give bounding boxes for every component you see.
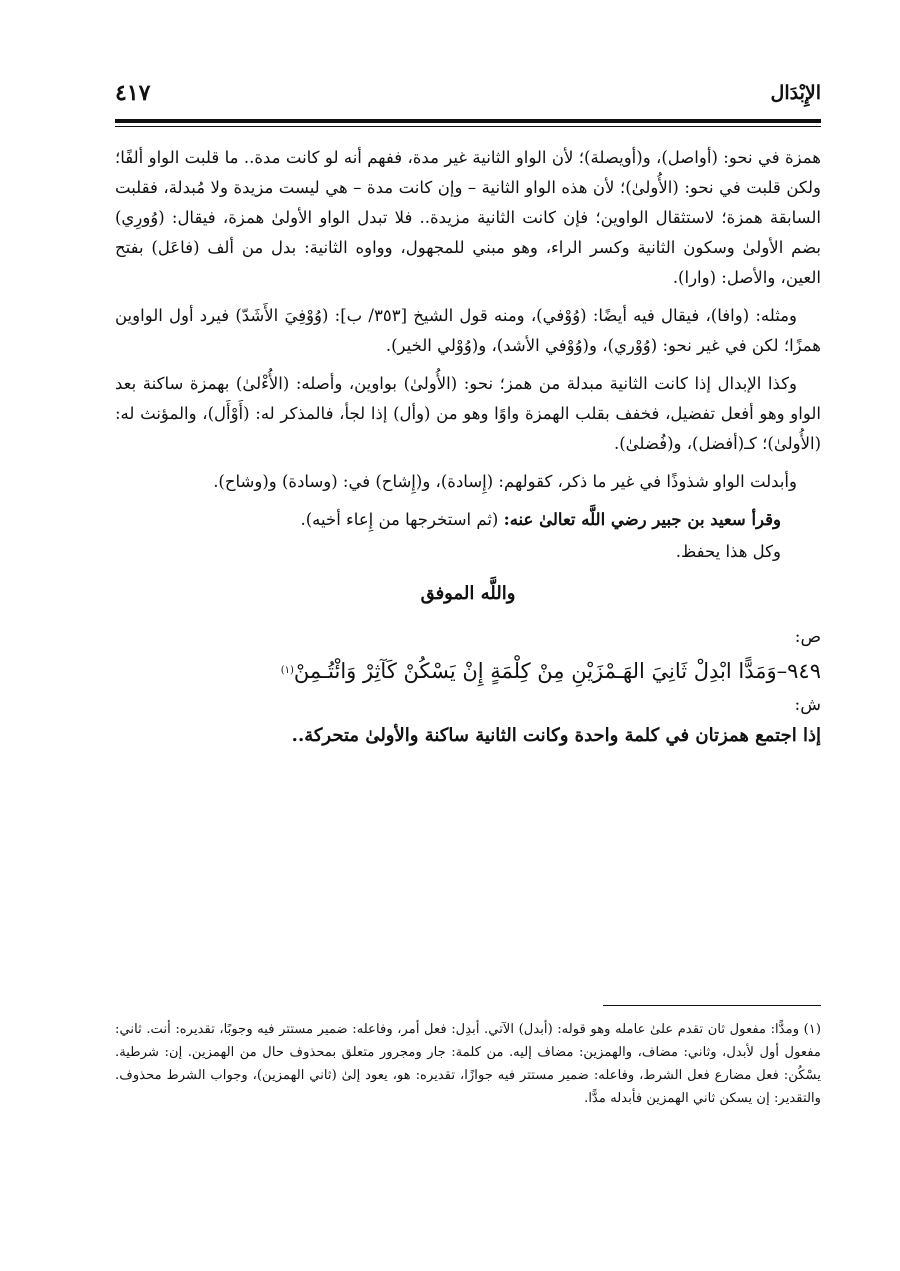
chapter-title: الإِبْدَال [770,82,821,104]
commentary-opening: إذا اجتمع همزتان في كلمة واحدة وكانت الثانية ساكنة والأولىٰ متحركة.. [291,725,821,746]
footnote-separator [603,1005,821,1006]
running-header [115,80,821,118]
label-sad: ص: [794,627,821,647]
paragraph-5 [115,505,821,535]
paragraph-2: ومثله: (وافا)، فيقال فيه أيضًا: (وُوْفي)، ومنه قول الشيخ [٣٥٣/ ب]: (وُوْفِيَ الأَشَدّ) فيرد أول الواوين همزًا؛ لكن في غير نحو: (وُوْري)، و(وُوْفي الأشد)، و(وُوْلي الخير). [115,306,821,355]
verse-text: ٩٤٩–وَمَدًّا ابْدِلْ ثَانِيَ الهَـمْزَيْنِ مِنْ كِلْمَةٍ إِنْ يَسْكُنْ كَآثِرْ وَائْتُـمِنْ [293,659,821,683]
verse-line [115,651,821,691]
verse-footnote-ref: (١) [280,665,294,676]
label-shin: ش: [794,695,821,715]
paragraph-3: وكذا الإبدال إذا كانت الثانية مبدلة من همز؛ نحو: (الأُولىٰ) بواوين، وأصله: (الأُءْلىٰ) بهمزة ساكنة بعد الواو وهو أفعل تفضيل، فخفف بقلب الهمزة واوًا وهو من (وأل) إذا لجأ، فالمذكر له: (أَوْأَل)، والمؤنث له: (الأُولىٰ)؛ كـ(أفضل)، و(فُضلىٰ). [115,374,821,453]
paragraph-6: وكل هذا يحفظ. [675,542,781,561]
paragraph-5-rest: (ثم استخرجها من إِعاء أخيه). [300,510,504,529]
footnote-1: (١) ومدًّا: مفعول ثان تقدم علىٰ عامله وهو قوله: (أبدل) الآتي. أبدِل: فعل أمر، وفاعله: ضمير مستتر فيه وجوبًا، تقديره: أنت. ثاني: مفعول أول لأبدل، وثاني: مضاف، والهمزين: مضاف إليه. من كلمة: جار ومجرور متعلق بمحذوف حال من الهمزين. إن: شرطية. يسْكُن: فعل مضارع فعل الشرط، وفاعله: ضمير مستتر فيه جوازًا، تقديره: هو، يعود إلىٰ (ثاني الهمزين)، وجواب الشرط محذوف. والتقدير: إن يسكن ثاني الهمزين فأبدله مدًّا. [115,1022,821,1106]
closing-phrase: واللَّه الموفق [420,583,516,604]
paragraph-4: وأبدلت الواو شذوذًا في غير ما ذكر، كقولهم: (إِسادة)، و(إِشاح) في: (وسادة) و(وشاح). [213,472,797,491]
header-rule-thick [115,119,821,123]
header-rule-thin [115,126,821,127]
main-text [115,143,821,759]
paragraph-1: همزة في نحو: (أواصل)، و(أويصلة)؛ لأن الواو الثانية غير مدة، ففهم أنه لو كانت مدة.. ما قلبت الواو ألفًا؛ ولكن قلبت في نحو: (الأُولىٰ)؛ لأن هذه الواو الثانية – وإن كانت مدة – هي ليست مزيدة ولا مُبدلة، فقلبت السابقة همزة؛ لاستثقال الواوين؛ فإن كانت الثانية مزيدة.. فلا تبدل الواو الأولىٰ همزة، فيقال: (وُورِي) بضم الأولىٰ وسكون الثانية وكسر الراء، وهو مبني للمجهول، وواوه الثانية: بدل من ألف (فاعَل) بفتح العين، والأصل: (وارا). [115,148,821,287]
page-number: ٤١٧ [115,80,151,106]
paragraph-5-bold: وقرأ سعيد بن جبير رضي اللَّه تعالىٰ عنه: [503,510,781,529]
